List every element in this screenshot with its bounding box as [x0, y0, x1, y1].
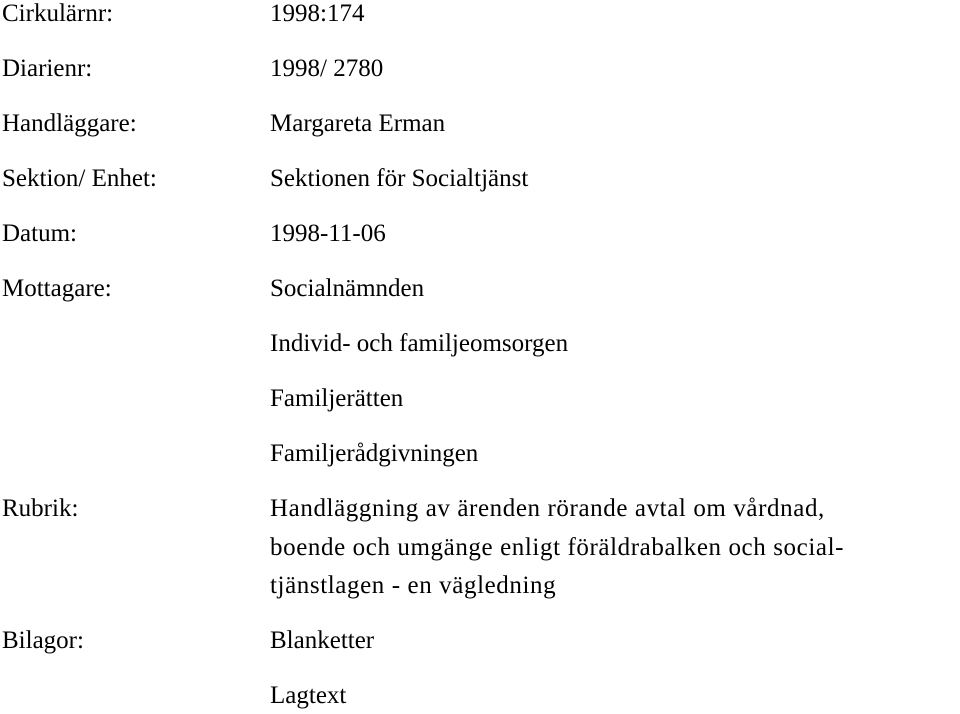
- datum-value: 1998-11-06: [270, 220, 386, 247]
- subject-line: Handläggning av ärenden rörande avtal om vårdnad,: [270, 495, 825, 522]
- datum-label: Datum:: [2, 220, 77, 247]
- recipient-item: Familjerätten: [270, 385, 404, 412]
- cirkular-value: 1998:174: [270, 0, 365, 27]
- attachment-item: Lagtext: [270, 682, 347, 709]
- attachment-item: Blanketter: [270, 627, 375, 654]
- sektion-value: Sektionen för Socialtjänst: [270, 165, 529, 192]
- recipient-item: Socialnämnden: [270, 275, 425, 302]
- sektion-label: Sektion/ Enhet:: [2, 165, 157, 192]
- rubrik-label: Rubrik:: [2, 495, 79, 522]
- bilagor-label: Bilagor:: [2, 627, 84, 654]
- subject-line: tjänstlagen - en vägledning: [270, 572, 557, 599]
- recipient-item: Familjerådgivningen: [270, 440, 479, 467]
- subject-line: boende och umgänge enligt föräldrabalken och social-: [270, 534, 845, 561]
- recipient-item: Individ- och familjeomsorgen: [270, 330, 569, 357]
- diarie-label: Diarienr:: [2, 55, 93, 82]
- handlaggare-label: Handläggare:: [2, 110, 137, 137]
- handlaggare-value: Margareta Erman: [270, 110, 446, 137]
- cirkular-label: Cirkulärnr:: [2, 0, 114, 27]
- diarie-value: 1998/ 2780: [270, 55, 384, 82]
- mottagare-label: Mottagare:: [2, 275, 112, 302]
